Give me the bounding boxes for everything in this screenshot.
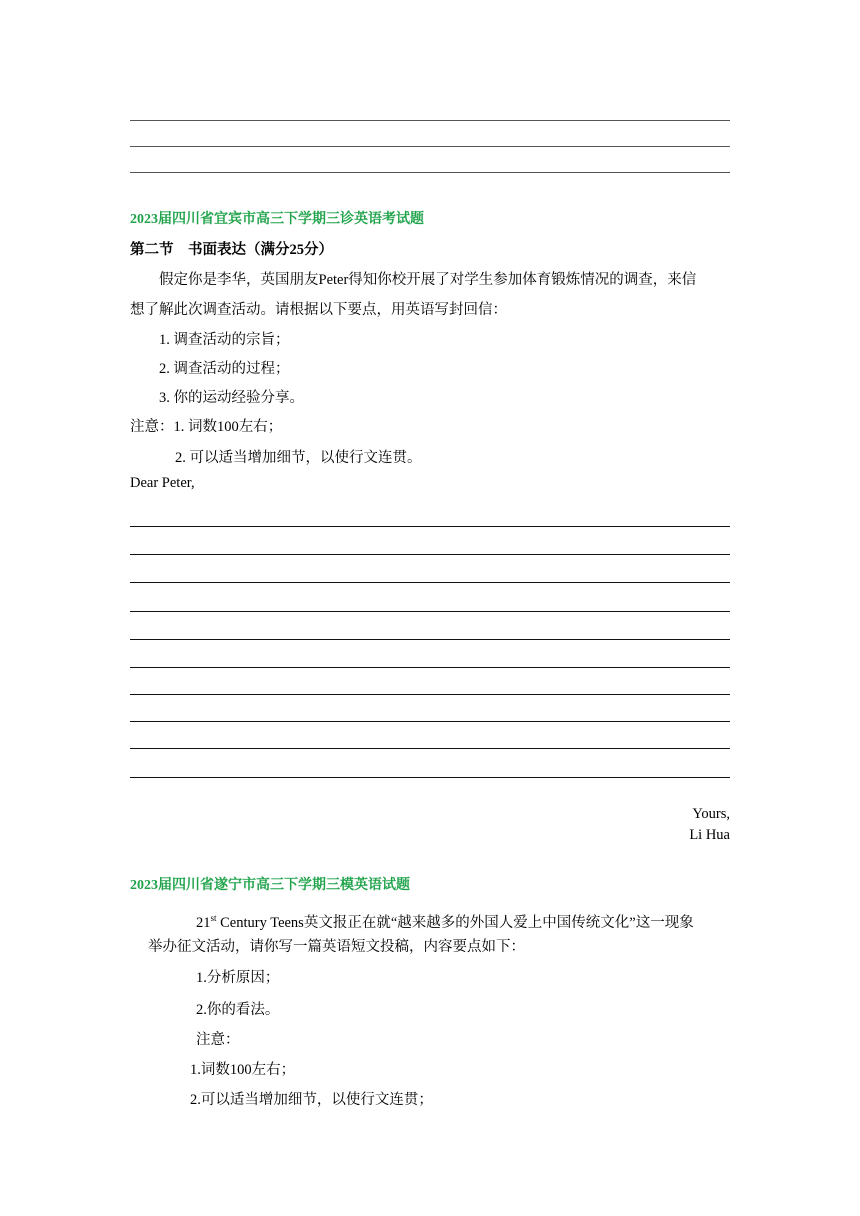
note-item: 2. 可以适当增加细节，以使行文连贯。 [175,450,422,466]
writing-line [130,582,730,583]
note-item: 注意：1. 词数100左右； [130,419,283,435]
writing-line [130,777,730,778]
section-heading: 2023届四川省宜宾市高三下学期三诊英语考试题 [130,212,424,227]
greeting: Dear Peter, [130,475,195,491]
note-item: 1.词数100左右； [190,1062,296,1078]
point-item: 1. 调查活动的宗旨； [159,332,290,348]
closing: Yours, [692,806,730,822]
intro-text: 举办征文活动，请你写一篇英语短文投稿，内容要点如下： [148,939,525,955]
writing-line [130,526,730,527]
prompt-text: 假定你是李华，英国朋友Peter得知你校开展了对学生参加体育锻炼情况的调查，来信 [159,272,697,288]
signature: Li Hua [689,827,730,843]
notes-label: 注意： [196,1032,240,1048]
note-item: 2.可以适当增加细节，以使行文连贯； [190,1092,433,1108]
intro-text-rest: Century Teens英文报正在就“越来越多的外国人爱上中国传统文化”这一现象 [216,915,694,931]
point-item: 2.你的看法。 [196,1002,280,1018]
point-item: 1.分析原因； [196,970,280,986]
writing-line [130,694,730,695]
intro-text [196,911,694,932]
answer-line [130,172,730,173]
writing-line [130,639,730,640]
section-subheading: 第二节 书面表达（满分25分） [130,242,333,258]
point-item: 2. 调查活动的过程； [159,361,290,377]
prompt-text: 想了解此次调查活动。请根据以下要点，用英语写封回信： [130,302,507,318]
answer-line [130,146,730,147]
answer-line [130,120,730,121]
writing-line [130,611,730,612]
point-item: 3. 你的运动经验分享。 [159,390,304,406]
writing-line [130,748,730,749]
writing-line [130,667,730,668]
section-heading: 2023届四川省遂宁市高三下学期三模英语试题 [130,878,410,893]
writing-line [130,721,730,722]
intro-superscript: st [210,913,217,923]
writing-line [130,554,730,555]
intro-number: 21 [196,915,211,931]
